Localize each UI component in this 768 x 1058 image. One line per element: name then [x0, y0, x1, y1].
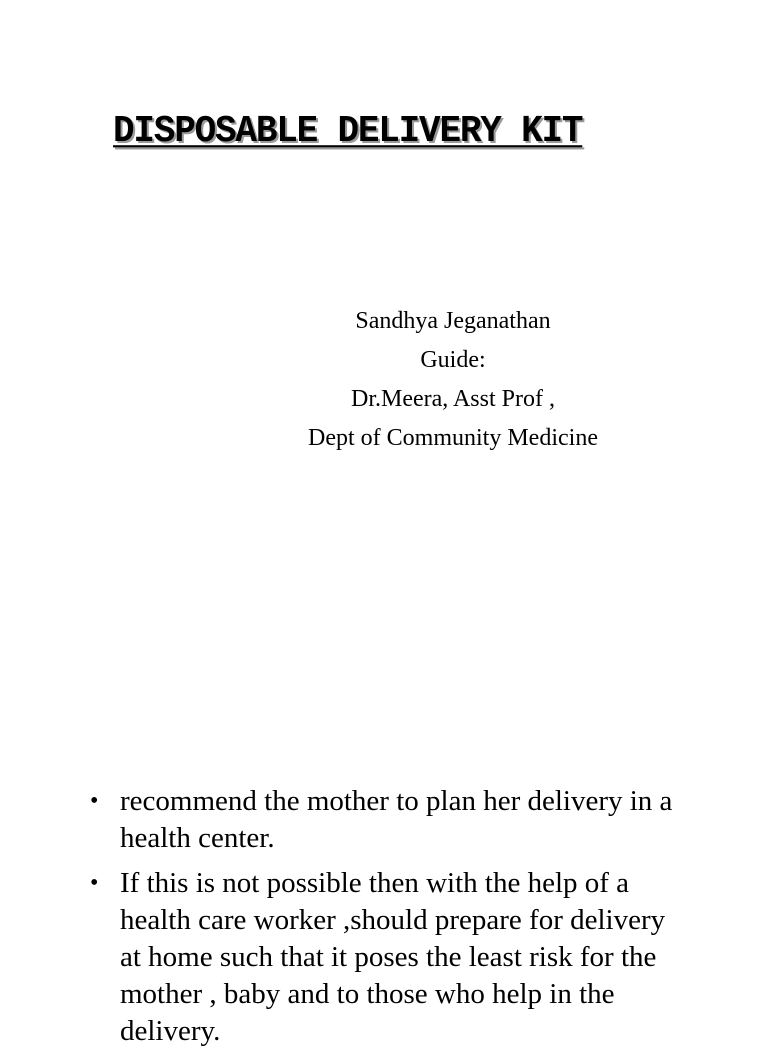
department: Dept of Community Medicine [308, 425, 598, 451]
bullet-text: recommend the mother to plan her delivery in a health center. [120, 785, 673, 854]
author-block [270, 302, 636, 458]
bullet-icon: • [90, 788, 99, 814]
bullet-list [90, 783, 680, 1058]
guide-name: Dr.Meera, Asst Prof , [351, 386, 555, 412]
bullet-item [90, 865, 680, 1050]
author-name: Sandhya Jeganathan [355, 308, 551, 334]
bullet-item [90, 783, 680, 857]
bullet-icon: • [90, 870, 99, 896]
guide-label: Guide: [420, 347, 486, 373]
page-title: DISPOSABLE DELIVERY KIT [113, 109, 583, 153]
bullet-text: If this is not possible then with the help of a health care worker ,should prepare for delivery at home such that it poses the least risk for the mother , baby and to those who help in the delivery. [120, 867, 666, 1047]
